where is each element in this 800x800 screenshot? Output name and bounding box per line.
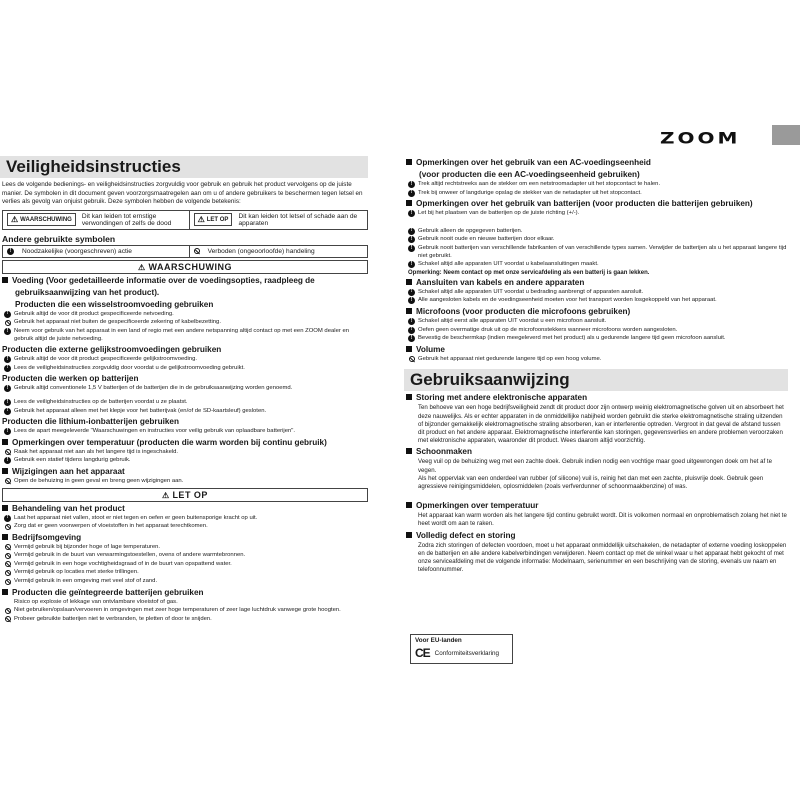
right-column (404, 156, 788, 576)
list-item: ! Gebruik altijd de voor dit product gespecificeerde gelijkstroomvoeding. (4, 356, 368, 364)
prohibited-icon (5, 478, 11, 484)
ac-products-heading: Producten die een wisselstroomvoeding gebruiken (15, 299, 214, 309)
list-item: Vermijd gebruik bij bijzonder hoge of lage temperaturen. (4, 544, 368, 552)
eu-declaration-box (410, 634, 513, 664)
list-item: Vermijd gebruik in een omgeving met veel stof of zand. (4, 578, 368, 586)
section-title-usage: Gebruiksaanwijzing (404, 369, 788, 391)
temperature-heading: Opmerkingen over temperatuur (producten die warm worden bij continu gebruik) (2, 438, 368, 448)
prohibited-icon (5, 553, 11, 559)
mandatory-icon: ! (408, 181, 415, 188)
list-item: ! Gebruik nooit batterijen van verschillende fabrikanten of van verschillende types samen. Verwijder de batterijen als u het apparaat langere tijd niet gebruikt. (408, 245, 788, 260)
caution-box: ⚠ LET OP (2, 488, 368, 502)
temperature-notes-text: Het apparaat kan warm worden als het langere tijd continu gebruikt wordt. Dit is volkomen normaal en onproblematisch zolang het niet te heet wordt om aan te raken. (418, 512, 787, 528)
defect-text: Zodra zich storingen of defecten voordoen, moet u het apparaat onmiddellijk uitschakelen, de netadapter of externe voeding loskoppelen en de batterijen en alle andere kabelverbindingen verwijderen. Neem contact op met de winkel waar u het apparaat hebt gekocht of met onze serviceafdeling met de volgende informatie: Modelnaam, serienummer en een beschrijving van de storing, evenals uw naam en telefoonnummer. (418, 541, 787, 574)
prohibited-icon (5, 570, 11, 576)
mandatory-icon: ! (4, 365, 11, 372)
prohibited-icon (194, 248, 200, 254)
list-item: ! Gebruik altijd conventionele 1,5 V batterijen of de batterijen die in de gebruiksaanwijzing worden genoemd. (4, 385, 368, 393)
mandatory-icon: ! (408, 335, 415, 342)
prohibited-icon (5, 524, 11, 530)
power-heading: Voeding (Voor gedetailleerde informatie over de voedingsopties, raadpleeg de (2, 276, 368, 286)
warning-tag: ⚠ WAARSCHUWING (7, 213, 76, 226)
warning-triangle-icon: ⚠ (138, 262, 149, 272)
defect-heading: Volledig defect en storing (406, 531, 788, 541)
list-item: ! Gebruik een statief tijdens langdurig gebruik. (4, 457, 368, 465)
list-item: ! Lees de veiligheidsinstructies op de batterijen voordat u ze plaatst. (4, 399, 368, 407)
list-item: Raak het apparaat niet aan als het langere tijd is ingeschakeld. (4, 449, 368, 457)
mandatory-icon: ! (4, 311, 11, 318)
list-item: ! Trek bij onweer of langdurige opslag de stekker van de netadapter uit het stopcontact. (408, 190, 788, 198)
list-item: Vermijd gebruik in de buurt van verwarmingstoestellen, ovens of andere warmtebronnen. (4, 552, 368, 560)
ac-unit-heading: Opmerkingen over het gebruik van een AC-voedingseenheid (406, 158, 788, 168)
list-item: Zorg dat er geen voorwerpen of vloeistoffen in het apparaat terechtkomen. (4, 523, 368, 531)
cleaning-text-1: Veeg vuil op de behuizing weg met een zachte doek. Gebruik indien nodig een vochtige maar goed uitgewrongen doek om het af te vegen. (418, 458, 773, 474)
mandatory-icon: ! (408, 297, 415, 304)
environment-heading: Bedrijfsomgeving (2, 533, 368, 543)
list-item: Niet gebruiken/opslaan/vervoeren in omgevingen met zeer hoge temperaturen of zeer lage luchtdruk vanwege grote hoogten. (4, 607, 368, 615)
prohibited-icon (5, 579, 11, 585)
cables-heading: Aansluiten van kabels en andere apparaten (406, 278, 788, 288)
mandatory-icon: ! (408, 261, 415, 268)
prohibited-def: Verboden (ongeoorloofde) handeling (190, 246, 367, 257)
mandatory-icon: ! (408, 289, 415, 296)
mandatory-icon: ! (408, 327, 415, 334)
prohibited-icon (5, 544, 11, 550)
ce-row (415, 646, 508, 660)
integrated-battery-intro: Risico op explosie of lekkage van ontvlambare vloeistof of gas. (14, 598, 178, 605)
list-item: ! Gebruik alleen de opgegeven batterijen. (408, 228, 788, 236)
prohibited-icon (5, 616, 11, 622)
brand-logo: ZOOM (660, 128, 741, 148)
ac-unit-heading-2: (voor producten die een AC-voedingseenheid gebruiken) (419, 170, 640, 179)
caution-triangle-icon: ⚠ (162, 490, 173, 500)
mandatory-icon: ! (408, 228, 415, 235)
list-item: ! Gebruik nooit oude en nieuwe batterijen door elkaar. (408, 236, 788, 244)
list-item: ! Schakel altijd alle apparaten UIT voordat u bedrading aanbrengt of apparaten aansluit. (408, 289, 788, 297)
dc-heading: Producten die externe gelijkstroomvoedingen gebruiken (2, 345, 222, 355)
caution-tag: ⚠ LET OP (194, 213, 233, 226)
warning-box: ⚠ WAARSCHUWING (2, 260, 368, 274)
list-item: ! Gebruik altijd de voor dit product gespecificeerde netvoeding. (4, 311, 368, 319)
caution-def (190, 211, 367, 229)
list-item: ! Trek altijd rechtstreeks aan de stekker om een netstroomadapter uit het stopcontact te halen. (408, 181, 788, 189)
volume-heading: Volume (406, 345, 788, 355)
battery-heading: Producten die werken op batterijen (2, 374, 139, 384)
list-item: ! Schakel altijd eerst alle apparaten UIT voordat u een microfoon aansluit. (408, 318, 788, 326)
list-item: Vermijd gebruik in een hoge vochtigheidsgraad of in de buurt van opspattend water. (4, 561, 368, 569)
microphones-heading: Microfoons (voor producten die microfoons gebruiken) (406, 307, 788, 317)
prohibited-icon (409, 356, 415, 362)
prohibited-icon (5, 608, 11, 614)
list-item: ! Lees de veiligheidsinstructies zorgvuldig door voordat u de gelijkstroomvoeding gebruikt. (4, 365, 368, 373)
warning-triangle-icon: ⚠ (11, 215, 19, 225)
list-item: ! Bevestig de beschermkap (indien meegeleverd met het product) als u gedurende langere tijd geen microfoon aansluit. (408, 335, 788, 343)
battery-note: Opmerking: Neem contact op met onze servicafdeling als een batterij is gaan lekken. (408, 269, 650, 276)
mandatory-icon: ! (4, 328, 11, 335)
mandatory-icon: ! (4, 356, 11, 363)
list-item: Gebruik het apparaat niet buiten de gespecificeerde zekering of kabelbezetting. (4, 319, 368, 327)
list-item: Probeer gebruikte batterijen niet te verbranden, te pletten of door te snijden. (4, 616, 368, 624)
list-item: ! Gebruik het apparaat alleen met het klepje voor het batterijvak (en/of de SD-kaartsleuf) gesloten. (4, 408, 368, 416)
mandatory-icon: ! (4, 385, 11, 392)
caution-triangle-icon: ⚠ (197, 215, 205, 225)
mandatory-icon: ! (4, 515, 11, 522)
battery-usage-heading: Opmerkingen over het gebruik van batterijen (voor producten die batterijen gebruiken) (406, 199, 788, 209)
cleaning-text-2: Als het oppervlak van een onderdeel van rubber (of silicone) vuil is, reinig het dan met een zachte, pluisvrije doek. Gebruik geen agressieve reinigingsmiddelen, oplosmiddelen (zoals verfverdunner of schoonmaakbenzine) of was. (418, 474, 764, 490)
section-title-safety: Veiligheidsinstructies (0, 156, 368, 178)
temperature-notes-heading: Opmerkingen over temperatuur (406, 501, 788, 511)
interference-heading: Storing met andere elektronische apparaten (406, 393, 788, 403)
list-item: Vermijd gebruik op locaties met sterke trillingen. (4, 569, 368, 577)
modification-heading: Wijzigingen aan het apparaat (2, 467, 368, 477)
power-heading-2: gebruiksaanwijzing van het product). (15, 287, 160, 297)
list-item: ! Oefen geen overmatige druk uit op de microfoonstekkers wanneer microfoons worden aangesloten. (408, 327, 788, 335)
cleaning-heading: Schoonmaken (406, 447, 788, 457)
eu-heading: Voor EU-landen (415, 637, 462, 644)
mandatory-def: ! Noodzakelijke (voorgeschreven) actie (3, 246, 189, 257)
list-item: ! Alle aangesloten kabels en de voedingseenheid moeten voor het transport worden losgekoppeld van het apparaat. (408, 297, 788, 305)
other-symbols-heading: Andere gebruikte symbolen (2, 233, 116, 244)
list-item: ! Let bij het plaatsen van de batterijen op de juiste richting (+/-). (408, 210, 788, 218)
list-item: ! Neem voor gebruik van het apparaat in een land of regio met een andere netspanning altijd contact op met een ZOOM dealer en gebruik altijd de juiste netvoeding. (4, 328, 368, 343)
other-symbols-table (2, 245, 368, 258)
list-item: Open de behuizing in geen geval en breng geen wijzigingen aan. (4, 478, 368, 486)
list-item: ! Schakel altijd alle apparaten UIT voordat u kabelaansluitingen maakt. (408, 261, 788, 269)
mandatory-icon: ! (408, 318, 415, 325)
list-item: ! Laat het apparaat niet vallen, stoot er niet tegen en oefen er geen buitensporige kracht op uit. (4, 515, 368, 523)
list-item: ! Lees de apart meegeleverde "Waarschuwingen en instructies voor veilig gebruik van oplaadbare batterijen". (4, 428, 368, 436)
interference-text: Ten behoeve van een hoge bedrijfsveiligheid zendt dit product door zijn ontwerp weinig elektromagnetische golven uit en absorbeert het deze nauwelijks. Als er echter apparaten in de onmiddellijke nabijheid worden gebruikt die sterke elektromagnetische straling uitzenden of bijzonder gemakkelijk elektromagnetische straling absorberen, kan er interferentie optreden. Vergroot in dat geval de afstand tussen dit product en het andere apparaat. Elektromagnetische interferentie kan storingen, gegevensverlies en andere problemen veroorzaken met elektronische apparaten, waaronder dit product. Wees daarom altijd voorzichtig. (418, 404, 784, 445)
integrated-battery-heading: Producten die geïntegreerde batterijen gebruiken (2, 588, 368, 598)
warning-desc: Dit kan leiden tot ernstige verwondingen of zelfs de dood (81, 212, 172, 227)
prohibited-icon (5, 449, 11, 455)
safety-intro: Lees de volgende bedienings- en veiligheidsinstructies zorgvuldig voor gebruik en gebruik het product vervolgens op de juiste manier. De symbolen in dit document geven voorzorgsmaatregelen aan om u of andere gebruikers te beschermen tegen letsel en verlies als gevolg van onjuist gebruik. Deze symbolen hebben de volgende betekenis: (2, 181, 363, 206)
mandatory-icon: ! (4, 399, 11, 406)
prohibited-icon (5, 320, 11, 326)
eu-text: Conformiteitsverklaring (434, 649, 500, 657)
mandatory-icon: ! (4, 457, 11, 464)
mandatory-icon: ! (4, 408, 11, 415)
ce-mark-icon: CE (415, 646, 430, 660)
handling-heading: Behandeling van het product (2, 504, 368, 514)
caution-desc: Dit kan leiden tot letsel of schade aan de apparaten (238, 212, 358, 227)
prohibited-icon (5, 561, 11, 567)
mandatory-icon: ! (408, 245, 415, 252)
mandatory-icon: ! (408, 210, 415, 217)
mandatory-icon: ! (4, 428, 11, 435)
mandatory-icon: ! (7, 248, 14, 255)
page-tab (772, 125, 800, 145)
warning-def (3, 211, 189, 229)
left-column (0, 156, 368, 624)
symbol-table (2, 210, 368, 230)
mandatory-icon: ! (408, 190, 415, 197)
li-ion-heading: Producten die lithium-ionbatterijen gebruiken (2, 417, 179, 427)
mandatory-icon: ! (408, 236, 415, 243)
list-item: Gebruik het apparaat niet gedurende langere tijd op een hoog volume. (408, 356, 788, 364)
